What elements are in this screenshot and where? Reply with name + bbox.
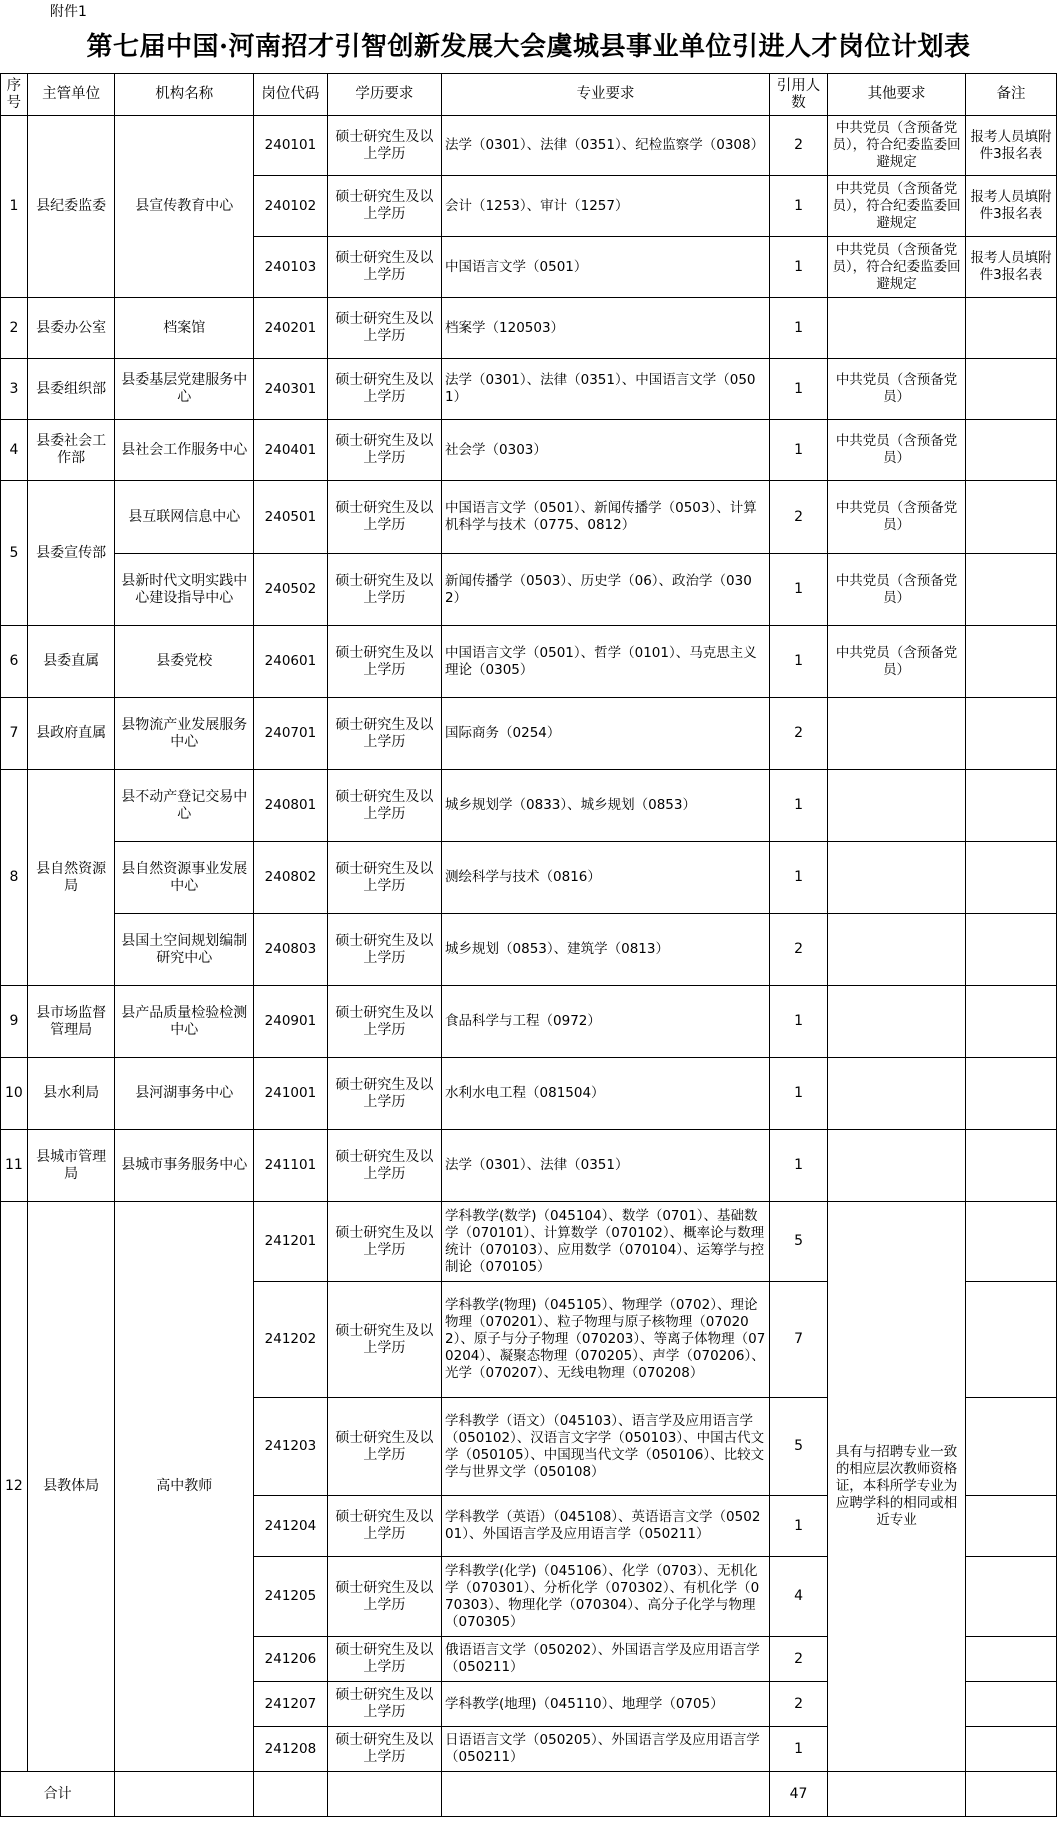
table-row [1,359,1057,420]
count-cell: 1 [769,1727,827,1772]
note-cell [965,1282,1056,1398]
org-cell: 县产品质量检验检测中心 [115,986,254,1058]
total-label: 合计 [1,1772,115,1817]
org-cell: 县物流产业发展服务中心 [115,698,254,770]
total-empty-cell [828,1772,966,1817]
code-cell: 240103 [254,237,328,298]
org-cell: 县国土空间规划编制研究中心 [115,914,254,986]
code-cell: 241203 [254,1398,328,1496]
header-code: 岗位代码 [254,74,328,116]
note-cell [965,359,1056,420]
total-count: 47 [769,1772,827,1817]
edu-cell: 硕士研究生及以上学历 [327,116,441,176]
edu-cell: 硕士研究生及以上学历 [327,986,441,1058]
major-cell: 法学（0301）、法律（0351）、中国语言文学（0501） [442,359,770,420]
edu-cell: 硕士研究生及以上学历 [327,481,441,554]
header-row [1,74,1057,116]
note-cell [965,698,1056,770]
attachment-label: 附件1 [50,4,87,20]
count-cell: 7 [769,1282,827,1398]
major-cell: 中国语言文学（0501）、哲学（0101）、马克思主义理论（0305） [442,626,770,698]
edu-cell: 硕士研究生及以上学历 [327,359,441,420]
header-count: 引用人数 [769,74,827,116]
code-cell: 241202 [254,1282,328,1398]
count-cell: 1 [769,359,827,420]
count-cell: 1 [769,1058,827,1130]
dept-cell: 县委组织部 [27,359,115,420]
major-cell: 会计（1253）、审计（1257） [442,176,770,237]
code-cell: 240901 [254,986,328,1058]
seq-cell: 7 [1,698,28,770]
table-row [1,842,1057,914]
header-major: 专业要求 [442,74,770,116]
edu-cell: 硕士研究生及以上学历 [327,770,441,842]
dept-cell: 县委宣传部 [27,481,115,626]
count-cell: 1 [769,1496,827,1557]
seq-cell: 11 [1,1130,28,1202]
major-cell: 食品科学与工程（0972） [442,986,770,1058]
edu-cell: 硕士研究生及以上学历 [327,1130,441,1202]
edu-cell: 硕士研究生及以上学历 [327,1202,441,1282]
major-cell: 中国语言文学（0501）、新闻传播学（0503）、计算机科学与技术（0775、0812） [442,481,770,554]
code-cell: 241204 [254,1496,328,1557]
edu-cell: 硕士研究生及以上学历 [327,842,441,914]
count-cell: 4 [769,1557,827,1637]
count-cell: 2 [769,698,827,770]
code-cell: 240101 [254,116,328,176]
major-cell: 法学（0301）、法律（0351） [442,1130,770,1202]
note-cell [965,1496,1056,1557]
major-cell: 档案学（120503） [442,298,770,359]
edu-cell: 硕士研究生及以上学历 [327,420,441,481]
note-cell [965,1727,1056,1772]
table-row [1,481,1057,554]
table-row [1,1202,1057,1282]
note-cell [965,298,1056,359]
note-cell: 报考人员填附件3报名表 [965,176,1056,237]
note-cell [965,626,1056,698]
count-cell: 2 [769,116,827,176]
other-cell: 中共党员（含预备党员） [828,481,966,554]
seq-cell: 6 [1,626,28,698]
note-cell [965,1398,1056,1496]
header-other: 其他要求 [828,74,966,116]
total-empty-cell [254,1772,328,1817]
org-cell: 县河湖事务中心 [115,1058,254,1130]
org-cell: 县委党校 [115,626,254,698]
major-cell: 水利水电工程（081504） [442,1058,770,1130]
count-cell: 1 [769,626,827,698]
seq-cell: 2 [1,298,28,359]
total-row [1,1772,1057,1817]
table-row [1,420,1057,481]
major-cell: 学科教学(化学)（045106）、化学（0703）、无机化学（070301）、分析化学（070302）、有机化学（070303）、物理化学（070304）、高分子化学与物理（070305） [442,1557,770,1637]
count-cell: 1 [769,986,827,1058]
edu-cell: 硕士研究生及以上学历 [327,1682,441,1727]
count-cell: 1 [769,554,827,626]
table-row [1,986,1057,1058]
major-cell: 日语语言文学（050205）、外国语言学及应用语言学（050211） [442,1727,770,1772]
org-cell: 县互联网信息中心 [115,481,254,554]
code-cell: 240401 [254,420,328,481]
note-cell: 报考人员填附件3报名表 [965,237,1056,298]
other-cell [828,1058,966,1130]
code-cell: 240801 [254,770,328,842]
header-dept: 主管单位 [27,74,115,116]
edu-cell: 硕士研究生及以上学历 [327,1398,441,1496]
code-cell: 240501 [254,481,328,554]
header-edu: 学历要求 [327,74,441,116]
code-cell: 240201 [254,298,328,359]
other-cell [828,698,966,770]
count-cell: 1 [769,1130,827,1202]
code-cell: 240301 [254,359,328,420]
code-cell: 240701 [254,698,328,770]
other-cell: 中共党员（含预备党员） [828,359,966,420]
table-row [1,116,1057,176]
table-row [1,698,1057,770]
table-row [1,914,1057,986]
seq-cell: 5 [1,481,28,626]
org-cell: 县自然资源事业发展中心 [115,842,254,914]
note-cell [965,986,1056,1058]
major-cell: 学科教学(物理)（045105）、物理学（0702）、理论物理（070201）、粒子物理与原子核物理（070202）、原子与分子物理（070203）、等离子体物理（070204）、凝聚态物理（070205）、声学（070206）、光学（070207）、无线电物理（070208） [442,1282,770,1398]
table-row [1,298,1057,359]
edu-cell: 硕士研究生及以上学历 [327,1496,441,1557]
edu-cell: 硕士研究生及以上学历 [327,298,441,359]
code-cell: 241201 [254,1202,328,1282]
dept-cell: 县市场监督管理局 [27,986,115,1058]
org-cell: 档案馆 [115,298,254,359]
total-empty-cell [442,1772,770,1817]
dept-cell: 县水利局 [27,1058,115,1130]
total-empty-cell [115,1772,254,1817]
major-cell: 测绘科学与技术（0816） [442,842,770,914]
code-cell: 240102 [254,176,328,237]
code-cell: 240601 [254,626,328,698]
table-row [1,1058,1057,1130]
seq-cell: 12 [1,1202,28,1772]
note-cell [965,481,1056,554]
edu-cell: 硕士研究生及以上学历 [327,698,441,770]
org-cell: 县城市事务服务中心 [115,1130,254,1202]
note-cell [965,1058,1056,1130]
other-cell: 中共党员（含预备党员） [828,626,966,698]
other-cell [828,770,966,842]
major-cell: 学科教学（英语）（045108）、英语语言文学（050201）、外国语言学及应用语言学（050211） [442,1496,770,1557]
note-cell [965,1557,1056,1637]
other-cell: 具有与招聘专业一致的相应层次教师资格证，本科所学专业为应聘学科的相同或相近专业 [828,1202,966,1772]
position-plan-table [0,73,1057,1817]
edu-cell: 硕士研究生及以上学历 [327,1637,441,1682]
header-seq: 序号 [1,74,28,116]
note-cell [965,1682,1056,1727]
org-cell: 县宣传教育中心 [115,116,254,298]
major-cell: 国际商务（0254） [442,698,770,770]
count-cell: 1 [769,770,827,842]
edu-cell: 硕士研究生及以上学历 [327,554,441,626]
edu-cell: 硕士研究生及以上学历 [327,176,441,237]
dept-cell: 县委直属 [27,626,115,698]
code-cell: 240502 [254,554,328,626]
page-title: 第七届中国·河南招才引智创新发展大会虞城县事业单位引进人才岗位计划表 [86,32,971,62]
code-cell: 240802 [254,842,328,914]
table-row [1,1130,1057,1202]
edu-cell: 硕士研究生及以上学历 [327,626,441,698]
seq-cell: 3 [1,359,28,420]
other-cell [828,914,966,986]
table-row [1,770,1057,842]
code-cell: 241207 [254,1682,328,1727]
dept-cell: 县委办公室 [27,298,115,359]
org-cell: 县新时代文明实践中心建设指导中心 [115,554,254,626]
org-cell: 县社会工作服务中心 [115,420,254,481]
major-cell: 城乡规划学（0833）、城乡规划（0853） [442,770,770,842]
code-cell: 240803 [254,914,328,986]
major-cell: 学科教学（语文）（045103）、语言学及应用语言学（050102）、汉语言文字学（050103）、中国古代文学（050105）、中国现当代文学（050106）、比较文学与世界文学（050108） [442,1398,770,1496]
note-cell [965,1130,1056,1202]
count-cell: 2 [769,1682,827,1727]
major-cell: 学科教学(地理)（045110）、地理学（0705） [442,1682,770,1727]
org-cell: 县委基层党建服务中心 [115,359,254,420]
edu-cell: 硕士研究生及以上学历 [327,237,441,298]
count-cell: 2 [769,1637,827,1682]
other-cell [828,1130,966,1202]
edu-cell: 硕士研究生及以上学历 [327,1727,441,1772]
dept-cell: 县委社会工作部 [27,420,115,481]
dept-cell: 县政府直属 [27,698,115,770]
other-cell: 中共党员（含预备党员） [828,420,966,481]
other-cell: 中共党员（含预备党员），符合纪委监委回避规定 [828,176,966,237]
count-cell: 2 [769,481,827,554]
note-cell [965,1202,1056,1282]
org-cell: 县不动产登记交易中心 [115,770,254,842]
seq-cell: 8 [1,770,28,986]
note-cell [965,420,1056,481]
code-cell: 241205 [254,1557,328,1637]
code-cell: 241206 [254,1637,328,1682]
count-cell: 5 [769,1398,827,1496]
dept-cell: 县教体局 [27,1202,115,1772]
count-cell: 2 [769,914,827,986]
note-cell [965,842,1056,914]
note-cell: 报考人员填附件3报名表 [965,116,1056,176]
other-cell [828,298,966,359]
code-cell: 241001 [254,1058,328,1130]
count-cell: 1 [769,842,827,914]
total-empty-cell [327,1772,441,1817]
seq-cell: 9 [1,986,28,1058]
other-cell [828,986,966,1058]
note-cell [965,554,1056,626]
header-org: 机构名称 [115,74,254,116]
major-cell: 城乡规划（0853）、建筑学（0813） [442,914,770,986]
major-cell: 新闻传播学（0503）、历史学（06）、政治学（0302） [442,554,770,626]
major-cell: 法学（0301）、法律（0351）、纪检监察学（0308） [442,116,770,176]
major-cell: 社会学（0303） [442,420,770,481]
major-cell: 中国语言文学（0501） [442,237,770,298]
edu-cell: 硕士研究生及以上学历 [327,914,441,986]
note-cell [965,770,1056,842]
table-row [1,626,1057,698]
note-cell [965,914,1056,986]
seq-cell: 10 [1,1058,28,1130]
major-cell: 俄语语言文学（050202）、外国语言学及应用语言学（050211） [442,1637,770,1682]
major-cell: 学科教学(数学)（045104）、数学（0701）、基础数学（070101）、计算数学（070102）、概率论与数理统计（070103）、应用数学（070104）、运筹学与控制论（070105） [442,1202,770,1282]
header-note: 备注 [965,74,1056,116]
other-cell: 中共党员（含预备党员），符合纪委监委回避规定 [828,237,966,298]
other-cell: 中共党员（含预备党员），符合纪委监委回避规定 [828,116,966,176]
edu-cell: 硕士研究生及以上学历 [327,1058,441,1130]
edu-cell: 硕士研究生及以上学历 [327,1282,441,1398]
dept-cell: 县城市管理局 [27,1130,115,1202]
count-cell: 5 [769,1202,827,1282]
count-cell: 1 [769,237,827,298]
code-cell: 241101 [254,1130,328,1202]
edu-cell: 硕士研究生及以上学历 [327,1557,441,1637]
dept-cell: 县自然资源局 [27,770,115,986]
seq-cell: 4 [1,420,28,481]
dept-cell: 县纪委监委 [27,116,115,298]
total-empty-cell [965,1772,1056,1817]
code-cell: 241208 [254,1727,328,1772]
table-row [1,554,1057,626]
other-cell: 中共党员（含预备党员） [828,554,966,626]
note-cell [965,1637,1056,1682]
count-cell: 1 [769,420,827,481]
seq-cell: 1 [1,116,28,298]
other-cell [828,842,966,914]
org-cell: 高中教师 [115,1202,254,1772]
count-cell: 1 [769,176,827,237]
count-cell: 1 [769,298,827,359]
